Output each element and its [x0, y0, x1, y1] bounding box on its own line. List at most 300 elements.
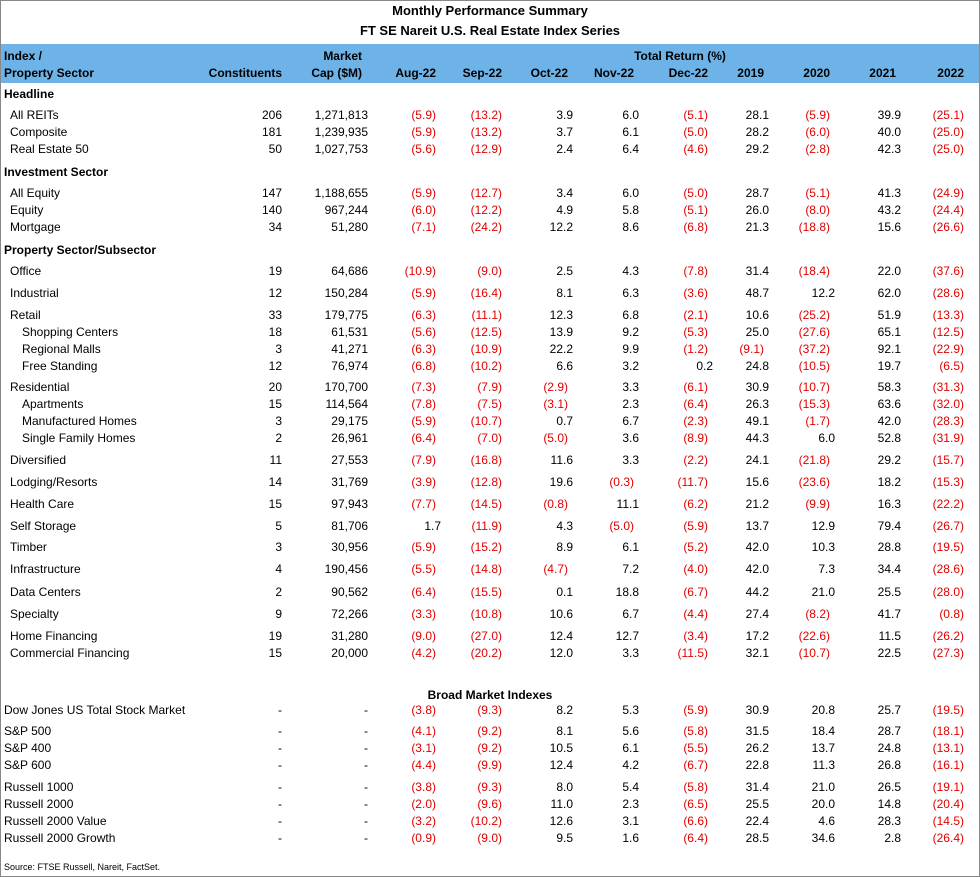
- market-cap-cell: 30,956: [331, 540, 368, 554]
- return-cell-nov-22: 6.1: [622, 741, 639, 755]
- return-cell-2020: 12.9: [811, 519, 835, 533]
- header-period-5: 2019: [737, 66, 764, 80]
- report-subtitle: FT SE Nareit U.S. Real Estate Index Series: [359, 23, 621, 38]
- return-cell-aug-22: (4.2): [411, 646, 436, 660]
- return-cell-oct-22: 8.2: [556, 703, 573, 717]
- constituents-cell: 15: [268, 397, 282, 411]
- return-cell-sep-22: (12.9): [470, 142, 502, 156]
- return-cell-oct-22: 0.1: [556, 585, 573, 599]
- row-label: S&P 600: [4, 758, 52, 772]
- row-label: Lodging/Resorts: [10, 475, 98, 489]
- return-cell-sep-22: (12.7): [470, 186, 502, 200]
- market-cap-cell: 72,266: [331, 607, 368, 621]
- return-cell-dec-22: (6.4): [683, 831, 708, 845]
- table-row: [0, 723, 980, 739]
- constituents-cell: 2: [275, 431, 282, 445]
- return-cell-2021: 2.8: [884, 831, 901, 845]
- return-cell-2019: 48.7: [745, 286, 769, 300]
- return-cell-2021: 41.7: [877, 607, 901, 621]
- return-cell-nov-22: 6.1: [622, 125, 639, 139]
- return-cell-aug-22: (5.9): [411, 186, 436, 200]
- table-row: [0, 779, 980, 795]
- return-cell-2021: 19.7: [877, 359, 901, 373]
- constituents-cell: 20: [268, 380, 282, 394]
- return-cell-dec-22: (6.5): [683, 797, 708, 811]
- market-cap-cell: 190,456: [324, 562, 368, 576]
- return-cell-oct-22: 11.0: [550, 797, 573, 811]
- return-cell-nov-22: 1.6: [622, 831, 639, 845]
- return-cell-2021: 29.2: [877, 453, 901, 467]
- row-label: Mortgage: [10, 220, 61, 234]
- return-cell-2022: (28.6): [932, 286, 964, 300]
- header-constituents: Constituents: [208, 66, 282, 80]
- header-period-0: Aug-22: [395, 66, 436, 80]
- row-label: Manufactured Homes: [22, 414, 137, 428]
- return-cell-nov-22: 5.4: [622, 780, 639, 794]
- return-cell-aug-22: (6.3): [411, 342, 436, 356]
- return-cell-2019: 42.0: [745, 540, 769, 554]
- return-cell-dec-22: (5.8): [683, 780, 708, 794]
- return-cell-2020: (1.7): [805, 414, 830, 428]
- return-cell-2021: 28.8: [877, 540, 901, 554]
- table-row: [0, 324, 980, 340]
- return-cell-2019: 31.5: [745, 724, 769, 738]
- return-cell-2022: (26.4): [932, 831, 964, 845]
- table-row: [0, 474, 980, 490]
- return-cell-2019: (9.1): [739, 342, 764, 356]
- return-cell-2021: 25.5: [877, 585, 901, 599]
- return-cell-2020: 20.0: [811, 797, 835, 811]
- return-cell-sep-22: (14.5): [470, 497, 502, 511]
- market-cap-cell: 31,769: [331, 475, 368, 489]
- return-cell-2021: 15.6: [877, 220, 901, 234]
- row-label: Russell 2000 Value: [4, 814, 107, 828]
- header-property-sector: Property Sector: [4, 66, 95, 80]
- return-cell-aug-22: (7.7): [411, 497, 436, 511]
- table-row: [0, 263, 980, 279]
- return-cell-aug-22: (0.9): [411, 831, 436, 845]
- header-period-3: Nov-22: [593, 66, 634, 80]
- return-cell-sep-22: (9.2): [477, 724, 502, 738]
- return-cell-nov-22: 5.6: [622, 724, 639, 738]
- return-cell-aug-22: (4.1): [411, 724, 436, 738]
- return-cell-aug-22: (3.2): [411, 814, 436, 828]
- source-note: Source: FTSE Russell, Nareit, FactSet.: [4, 862, 161, 872]
- return-cell-sep-22: (12.2): [470, 203, 502, 217]
- row-label: Regional Malls: [22, 342, 101, 356]
- return-cell-aug-22: (3.1): [411, 741, 436, 755]
- return-cell-nov-22: 6.7: [622, 607, 639, 621]
- return-cell-oct-22: 19.6: [549, 475, 573, 489]
- row-label: Apartments: [22, 397, 84, 411]
- return-cell-nov-22: 6.8: [622, 308, 639, 322]
- table-row: [0, 452, 980, 468]
- return-cell-2021: 63.6: [877, 397, 901, 411]
- return-cell-sep-22: (12.8): [470, 475, 502, 489]
- return-cell-sep-22: (10.9): [470, 342, 502, 356]
- table-row: [0, 358, 980, 374]
- market-cap-cell: 170,700: [324, 380, 368, 394]
- return-cell-2021: 52.8: [877, 431, 901, 445]
- row-label: Health Care: [10, 497, 75, 511]
- return-cell-2019: 10.6: [745, 308, 769, 322]
- return-cell-2019: 13.7: [745, 519, 769, 533]
- return-cell-2020: (27.6): [798, 325, 830, 339]
- return-cell-aug-22: (6.4): [411, 585, 436, 599]
- return-cell-2019: 26.0: [745, 203, 769, 217]
- return-cell-oct-22: 0.7: [556, 414, 573, 428]
- return-cell-2020: 18.4: [811, 724, 835, 738]
- return-cell-oct-22: 22.2: [549, 342, 573, 356]
- return-cell-dec-22: (11.5): [677, 646, 708, 660]
- table-row: [0, 702, 980, 718]
- return-cell-dec-22: (5.0): [683, 186, 708, 200]
- market-cap-cell: 64,686: [331, 264, 368, 278]
- table-row: [0, 307, 980, 323]
- table-row: [0, 285, 980, 301]
- return-cell-2019: 22.8: [745, 758, 769, 772]
- return-cell-2022: (25.1): [932, 108, 964, 122]
- row-label: Office: [10, 264, 42, 278]
- return-cell-sep-22: (10.8): [470, 607, 502, 621]
- return-cell-sep-22: (12.5): [470, 325, 502, 339]
- return-cell-2020: 12.2: [811, 286, 835, 300]
- return-cell-dec-22: (2.3): [683, 414, 708, 428]
- table-row: [0, 413, 980, 429]
- table-row: [0, 813, 980, 829]
- return-cell-oct-22: 4.9: [556, 203, 573, 217]
- market-cap-cell: 61,531: [331, 325, 368, 339]
- return-cell-dec-22: (11.7): [677, 475, 708, 489]
- return-cell-2020: (18.4): [798, 264, 830, 278]
- return-cell-2020: (22.6): [798, 629, 830, 643]
- market-cap-cell: 26,961: [331, 431, 368, 445]
- table-row: [0, 561, 980, 577]
- return-cell-dec-22: (8.9): [683, 431, 708, 445]
- return-cell-nov-22: 6.0: [622, 108, 639, 122]
- return-cell-dec-22: (2.1): [683, 308, 708, 322]
- section-label: Investment Sector: [4, 165, 109, 179]
- return-cell-2021: 51.9: [877, 308, 901, 322]
- return-cell-2019: 28.1: [745, 108, 769, 122]
- constituents-cell: 3: [275, 414, 282, 428]
- return-cell-oct-22: 9.5: [556, 831, 573, 845]
- return-cell-2019: 28.7: [745, 186, 769, 200]
- return-cell-dec-22: (5.9): [683, 519, 708, 533]
- return-cell-2020: 11.3: [812, 758, 835, 772]
- return-cell-aug-22: (7.3): [411, 380, 436, 394]
- row-label: S&P 500: [4, 724, 52, 738]
- return-cell-nov-22: 3.3: [622, 380, 639, 394]
- return-cell-2022: (28.0): [932, 585, 964, 599]
- return-cell-2022: (14.5): [932, 814, 964, 828]
- return-cell-2022: (13.1): [932, 741, 964, 755]
- table-header: [0, 44, 980, 83]
- return-cell-2022: (25.0): [932, 125, 964, 139]
- return-cell-2022: (37.6): [932, 264, 964, 278]
- table-row: [0, 796, 980, 812]
- row-label: Russell 2000 Growth: [4, 831, 116, 845]
- return-cell-2019: 26.3: [745, 397, 769, 411]
- return-cell-dec-22: (6.7): [683, 758, 708, 772]
- table-row: [0, 396, 980, 412]
- return-cell-sep-22: (11.1): [471, 308, 502, 322]
- row-label: Composite: [10, 125, 68, 139]
- return-cell-2021: 16.3: [877, 497, 901, 511]
- return-cell-oct-22: 12.3: [549, 308, 573, 322]
- table-row: [0, 141, 980, 157]
- market-cap-cell: 51,280: [331, 220, 368, 234]
- return-cell-aug-22: (7.9): [411, 453, 436, 467]
- return-cell-oct-22: 12.4: [549, 629, 573, 643]
- return-cell-2019: 29.2: [745, 142, 769, 156]
- market-cap-cell: 20,000: [331, 646, 368, 660]
- return-cell-oct-22: (5.0): [543, 431, 568, 445]
- return-cell-2019: 28.2: [745, 125, 769, 139]
- return-cell-dec-22: (3.6): [683, 286, 708, 300]
- constituents-cell: -: [278, 703, 282, 717]
- header-market: Market: [323, 49, 362, 63]
- return-cell-oct-22: 4.3: [556, 519, 573, 533]
- return-cell-oct-22: 10.5: [549, 741, 573, 755]
- return-cell-sep-22: (9.3): [477, 780, 502, 794]
- header-period-1: Sep-22: [462, 66, 502, 80]
- return-cell-sep-22: (7.9): [477, 380, 502, 394]
- row-label: All REITs: [10, 108, 59, 122]
- row-label: Self Storage: [10, 519, 77, 533]
- return-cell-nov-22: 8.6: [622, 220, 639, 234]
- row-label: Residential: [10, 380, 70, 394]
- row-label: S&P 400: [4, 741, 52, 755]
- return-cell-2022: (22.9): [932, 342, 964, 356]
- return-cell-sep-22: (10.2): [470, 814, 502, 828]
- report-title: Monthly Performance Summary: [392, 3, 588, 18]
- return-cell-2022: (15.3): [932, 475, 964, 489]
- return-cell-dec-22: (4.4): [683, 607, 708, 621]
- return-cell-2019: 31.4: [745, 780, 769, 794]
- constituents-cell: 12: [268, 359, 282, 373]
- table-row: [0, 645, 980, 661]
- market-cap-cell: -: [364, 780, 368, 794]
- return-cell-2019: 24.8: [745, 359, 769, 373]
- return-cell-2019: 28.5: [745, 831, 769, 845]
- return-cell-2020: 10.3: [811, 540, 835, 554]
- return-cell-2022: (32.0): [932, 397, 964, 411]
- return-cell-nov-22: 2.3: [622, 797, 639, 811]
- return-cell-dec-22: (6.6): [683, 814, 708, 828]
- return-cell-2020: (37.2): [798, 342, 830, 356]
- constituents-cell: 3: [275, 342, 282, 356]
- return-cell-2021: 40.0: [877, 125, 901, 139]
- return-cell-nov-22: 12.7: [615, 629, 639, 643]
- return-cell-2021: 92.1: [877, 342, 901, 356]
- constituents-cell: -: [278, 780, 282, 794]
- return-cell-2021: 39.9: [877, 108, 901, 122]
- return-cell-sep-22: (13.2): [470, 125, 502, 139]
- return-cell-2020: (8.2): [805, 607, 830, 621]
- return-cell-aug-22: (2.0): [411, 797, 436, 811]
- return-cell-nov-22: 7.2: [622, 562, 639, 576]
- constituents-cell: -: [278, 831, 282, 845]
- return-cell-nov-22: (5.0): [609, 519, 634, 533]
- return-cell-2020: (10.7): [798, 646, 830, 660]
- return-cell-2022: (24.4): [932, 203, 964, 217]
- return-cell-nov-22: 2.3: [622, 397, 639, 411]
- market-cap-cell: 150,284: [324, 286, 368, 300]
- return-cell-sep-22: (9.3): [477, 703, 502, 717]
- header-period-4: Dec-22: [668, 66, 708, 80]
- constituents-cell: 5: [275, 519, 282, 533]
- return-cell-2022: (0.8): [939, 607, 964, 621]
- return-cell-aug-22: (7.1): [411, 220, 436, 234]
- constituents-cell: 50: [268, 142, 282, 156]
- return-cell-oct-22: 2.4: [556, 142, 573, 156]
- header-period-8: 2022: [937, 66, 964, 80]
- section-header-row: [0, 242, 980, 258]
- return-cell-aug-22: (6.8): [411, 359, 436, 373]
- table-row: [0, 606, 980, 622]
- constituents-cell: 18: [268, 325, 282, 339]
- return-cell-2022: (19.5): [932, 540, 964, 554]
- header-market-cap: Cap ($M): [311, 66, 362, 80]
- return-cell-2021: 26.5: [877, 780, 901, 794]
- return-cell-oct-22: 3.9: [556, 108, 573, 122]
- return-cell-oct-22: 6.6: [556, 359, 573, 373]
- market-cap-cell: -: [364, 724, 368, 738]
- return-cell-2021: 28.3: [877, 814, 901, 828]
- return-cell-2022: (25.0): [932, 142, 964, 156]
- constituents-cell: 206: [261, 108, 282, 122]
- return-cell-dec-22: (6.4): [683, 397, 708, 411]
- constituents-cell: 2: [275, 585, 282, 599]
- return-cell-dec-22: (7.8): [683, 264, 708, 278]
- constituents-cell: 19: [268, 629, 282, 643]
- return-cell-2022: (22.2): [932, 497, 964, 511]
- return-cell-2019: 17.2: [745, 629, 769, 643]
- table-row: [0, 830, 980, 846]
- return-cell-dec-22: (6.2): [683, 497, 708, 511]
- return-cell-2020: 4.6: [818, 814, 835, 828]
- return-cell-sep-22: (7.0): [477, 431, 502, 445]
- return-cell-dec-22: (5.2): [683, 540, 708, 554]
- return-cell-sep-22: (14.8): [470, 562, 502, 576]
- return-cell-2020: (21.8): [798, 453, 830, 467]
- return-cell-oct-22: 8.9: [556, 540, 573, 554]
- header-index: Index /: [4, 49, 43, 63]
- return-cell-2019: 24.1: [745, 453, 769, 467]
- constituents-cell: 140: [261, 203, 282, 217]
- constituents-cell: -: [278, 797, 282, 811]
- return-cell-2021: 42.3: [877, 142, 901, 156]
- market-cap-cell: -: [364, 831, 368, 845]
- market-cap-cell: 29,175: [331, 414, 368, 428]
- return-cell-2019: 44.3: [745, 431, 769, 445]
- return-cell-nov-22: 3.3: [622, 453, 639, 467]
- row-label: Russell 2000: [4, 797, 74, 811]
- return-cell-sep-22: (27.0): [470, 629, 502, 643]
- row-label: Shopping Centers: [22, 325, 119, 339]
- return-cell-2020: (2.8): [805, 142, 830, 156]
- return-cell-2021: 24.8: [877, 741, 901, 755]
- return-cell-2019: 44.2: [745, 585, 769, 599]
- return-cell-2020: 7.3: [818, 562, 835, 576]
- return-cell-2020: (23.6): [798, 475, 830, 489]
- market-cap-cell: 81,706: [331, 519, 368, 533]
- return-cell-oct-22: 13.9: [549, 325, 573, 339]
- header-period-6: 2020: [803, 66, 830, 80]
- market-cap-cell: -: [364, 741, 368, 755]
- table-row: [0, 202, 980, 218]
- market-cap-cell: 41,271: [331, 342, 368, 356]
- return-cell-2022: (31.9): [932, 431, 964, 445]
- market-cap-cell: -: [364, 814, 368, 828]
- return-cell-oct-22: (4.7): [543, 562, 568, 576]
- return-cell-dec-22: (6.1): [683, 380, 708, 394]
- return-cell-2021: 22.0: [877, 264, 901, 278]
- table-row: [0, 379, 980, 395]
- row-label: All Equity: [10, 186, 61, 200]
- return-cell-2019: 30.9: [745, 703, 769, 717]
- return-cell-2020: (5.1): [805, 186, 830, 200]
- return-cell-aug-22: (6.4): [411, 431, 436, 445]
- return-cell-nov-22: 3.3: [622, 646, 639, 660]
- return-cell-2020: (5.9): [805, 108, 830, 122]
- row-label: Industrial: [10, 286, 59, 300]
- return-cell-oct-22: (0.8): [543, 497, 568, 511]
- row-label: Retail: [10, 308, 41, 322]
- return-cell-2021: 62.0: [877, 286, 901, 300]
- return-cell-nov-22: 4.3: [622, 264, 639, 278]
- market-cap-cell: 1,239,935: [314, 125, 368, 139]
- return-cell-2020: (15.3): [798, 397, 830, 411]
- table-row: [0, 518, 980, 534]
- return-cell-sep-22: (9.9): [477, 758, 502, 772]
- return-cell-aug-22: (10.9): [404, 264, 436, 278]
- return-cell-oct-22: 12.6: [549, 814, 573, 828]
- market-cap-cell: -: [364, 758, 368, 772]
- market-cap-cell: 179,775: [324, 308, 368, 322]
- return-cell-oct-22: 3.7: [556, 125, 573, 139]
- return-cell-2022: (28.3): [932, 414, 964, 428]
- return-cell-sep-22: (15.2): [470, 540, 502, 554]
- return-cell-2020: (10.7): [798, 380, 830, 394]
- return-cell-2021: 41.3: [877, 186, 901, 200]
- return-cell-nov-22: 6.3: [622, 286, 639, 300]
- return-cell-nov-22: 5.3: [622, 703, 639, 717]
- return-cell-aug-22: (4.4): [411, 758, 436, 772]
- market-cap-cell: 114,564: [325, 397, 368, 411]
- section-label: Property Sector/Subsector: [4, 243, 157, 257]
- return-cell-nov-22: 9.2: [622, 325, 639, 339]
- return-cell-2021: 18.2: [877, 475, 901, 489]
- market-cap-cell: 1,027,753: [314, 142, 368, 156]
- return-cell-2021: 58.3: [877, 380, 901, 394]
- return-cell-2022: (19.1): [932, 780, 964, 794]
- return-cell-aug-22: (5.9): [411, 108, 436, 122]
- return-cell-2019: 30.9: [745, 380, 769, 394]
- return-cell-oct-22: 8.1: [556, 286, 573, 300]
- return-cell-nov-22: 6.4: [622, 142, 639, 156]
- return-cell-nov-22: 11.1: [616, 497, 639, 511]
- row-label: Equity: [10, 203, 44, 217]
- row-label: Specialty: [10, 607, 59, 621]
- return-cell-dec-22: (5.0): [683, 125, 708, 139]
- return-cell-dec-22: 0.2: [696, 359, 713, 373]
- return-cell-aug-22: (5.9): [411, 125, 436, 139]
- return-cell-dec-22: (5.5): [683, 741, 708, 755]
- market-cap-cell: 76,974: [331, 359, 368, 373]
- return-cell-nov-22: (0.3): [609, 475, 634, 489]
